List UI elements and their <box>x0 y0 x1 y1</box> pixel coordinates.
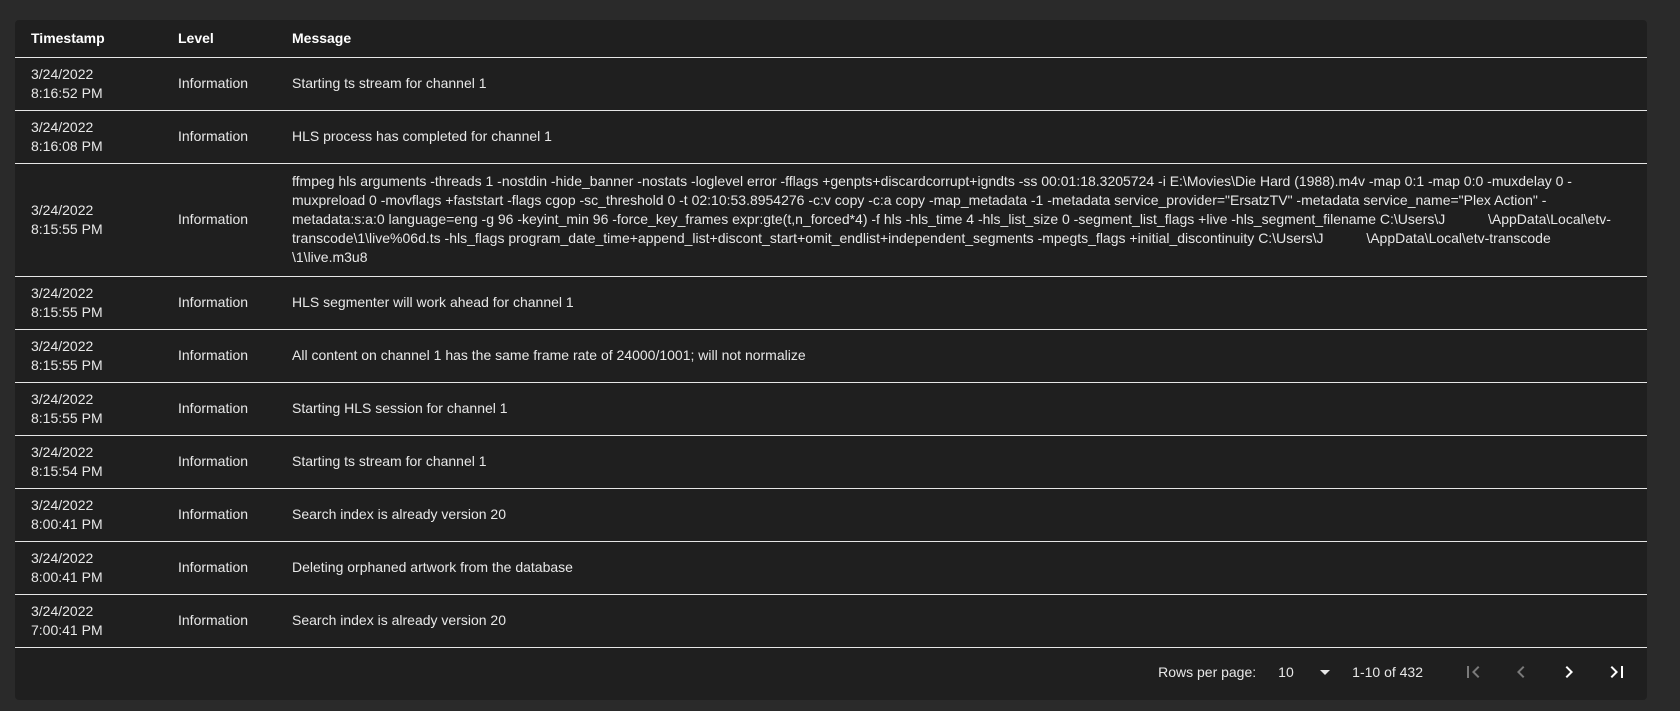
level-cell: Information <box>162 382 276 435</box>
level-cell: Information <box>162 541 276 594</box>
timestamp-date: 3/24/2022 <box>31 390 94 407</box>
table-row <box>15 488 1647 541</box>
table-row <box>15 110 1647 163</box>
rows-per-page-label: Rows per page: <box>1158 664 1257 680</box>
last-page-icon <box>1605 660 1629 684</box>
header-level[interactable]: Level <box>162 20 276 57</box>
timestamp-cell <box>15 57 162 110</box>
message-cell: Starting HLS session for channel 1 <box>276 382 1647 435</box>
timestamp-time: 8:15:54 PM <box>31 462 103 479</box>
timestamp-date: 3/24/2022 <box>31 118 94 135</box>
timestamp-cell <box>15 276 162 329</box>
timestamp-cell <box>15 110 162 163</box>
timestamp-cell <box>15 435 162 488</box>
level-cell: Information <box>162 435 276 488</box>
timestamp-date: 3/24/2022 <box>31 337 94 354</box>
timestamp-date: 3/24/2022 <box>31 496 94 513</box>
timestamp-time: 8:16:08 PM <box>31 137 103 154</box>
timestamp-cell <box>15 541 162 594</box>
header-timestamp[interactable]: Timestamp <box>15 20 162 57</box>
timestamp-cell <box>15 382 162 435</box>
pagination-range: 1-10 of 432 <box>1352 664 1423 680</box>
message-cell: ffmpeg hls arguments -threads 1 -nostdin -hide_banner -nostats -loglevel error -fflags +genpts+discardcorrupt+igndts -ss 00:01:18.3205724 -i E:\Movies\Die Hard (1988).m4v -map 0:1 -map 0:0 -muxdelay 0 -muxpreload 0 -movflags +faststart -flags cgop -sc_threshold 0 -t 02:10:53.8954276 -c:v copy -c:a copy -map_metadata -1 -metadata service_provider="ErsatzTV" -metadata service_name="Plex Action" -metadata:s:a:0 language=eng -g 96 -keyint_min 96 -force_key_frames expr:gte(t,n_forced*4) -f hls -hls_time 4 -hls_list_size 0 -segment_list_flags +live -hls_segment_filename C:\Users\J \AppData\Local\etv-transcode\1\live%06d.ts -hls_flags program_date_time+append_list+discont_start+omit_endlist+independent_segments -mpegts_flags +initial_discontinuity C:\Users\J \AppData\Local\etv-transcode \1\live.m3u8 <box>276 163 1647 276</box>
timestamp-time: 8:15:55 PM <box>31 220 103 237</box>
level-cell: Information <box>162 276 276 329</box>
table-row <box>15 541 1647 594</box>
timestamp-time: 8:15:55 PM <box>31 409 103 426</box>
message-cell: Starting ts stream for channel 1 <box>276 435 1647 488</box>
timestamp-time: 8:15:55 PM <box>31 303 103 320</box>
table-row <box>15 163 1647 276</box>
table-row <box>15 435 1647 488</box>
level-cell: Information <box>162 163 276 276</box>
log-table-card <box>15 20 1647 700</box>
first-page-icon <box>1461 660 1485 684</box>
level-cell: Information <box>162 110 276 163</box>
message-cell: Deleting orphaned artwork from the database <box>276 541 1647 594</box>
timestamp-date: 3/24/2022 <box>31 443 94 460</box>
message-cell: Search index is already version 20 <box>276 488 1647 541</box>
table-row <box>15 276 1647 329</box>
dropdown-caret-icon <box>1320 670 1330 675</box>
timestamp-time: 8:00:41 PM <box>31 515 103 532</box>
first-page-button[interactable] <box>1449 648 1497 696</box>
table-header-row <box>15 20 1647 57</box>
level-cell: Information <box>162 488 276 541</box>
table-row <box>15 57 1647 110</box>
message-cell: HLS process has completed for channel 1 <box>276 110 1647 163</box>
chevron-right-icon <box>1557 660 1581 684</box>
next-page-button[interactable] <box>1545 648 1593 696</box>
timestamp-time: 8:15:55 PM <box>31 356 103 373</box>
message-cell: HLS segmenter will work ahead for channel 1 <box>276 276 1647 329</box>
timestamp-date: 3/24/2022 <box>31 284 94 301</box>
timestamp-cell <box>15 329 162 382</box>
message-cell: Starting ts stream for channel 1 <box>276 57 1647 110</box>
message-cell: Search index is already version 20 <box>276 594 1647 647</box>
chevron-left-icon <box>1509 660 1533 684</box>
message-cell: All content on channel 1 has the same frame rate of 24000/1001; will not normalize <box>276 329 1647 382</box>
timestamp-time: 8:00:41 PM <box>31 568 103 585</box>
timestamp-time: 8:16:52 PM <box>31 84 103 101</box>
table-row <box>15 382 1647 435</box>
rows-per-page-select[interactable] <box>1278 664 1330 680</box>
table-row <box>15 594 1647 647</box>
timestamp-date: 3/24/2022 <box>31 201 94 218</box>
timestamp-cell <box>15 163 162 276</box>
timestamp-date: 3/24/2022 <box>31 549 94 566</box>
level-cell: Information <box>162 329 276 382</box>
timestamp-cell <box>15 488 162 541</box>
timestamp-date: 3/24/2022 <box>31 602 94 619</box>
table-row <box>15 329 1647 382</box>
timestamp-time: 7:00:41 PM <box>31 621 103 638</box>
timestamp-cell <box>15 594 162 647</box>
level-cell: Information <box>162 57 276 110</box>
log-table <box>15 20 1647 648</box>
level-cell: Information <box>162 594 276 647</box>
rows-per-page-value: 10 <box>1278 664 1294 680</box>
timestamp-date: 3/24/2022 <box>31 65 94 82</box>
table-pagination <box>15 644 1647 700</box>
header-message[interactable]: Message <box>276 20 1647 57</box>
previous-page-button[interactable] <box>1497 648 1545 696</box>
last-page-button[interactable] <box>1593 648 1641 696</box>
